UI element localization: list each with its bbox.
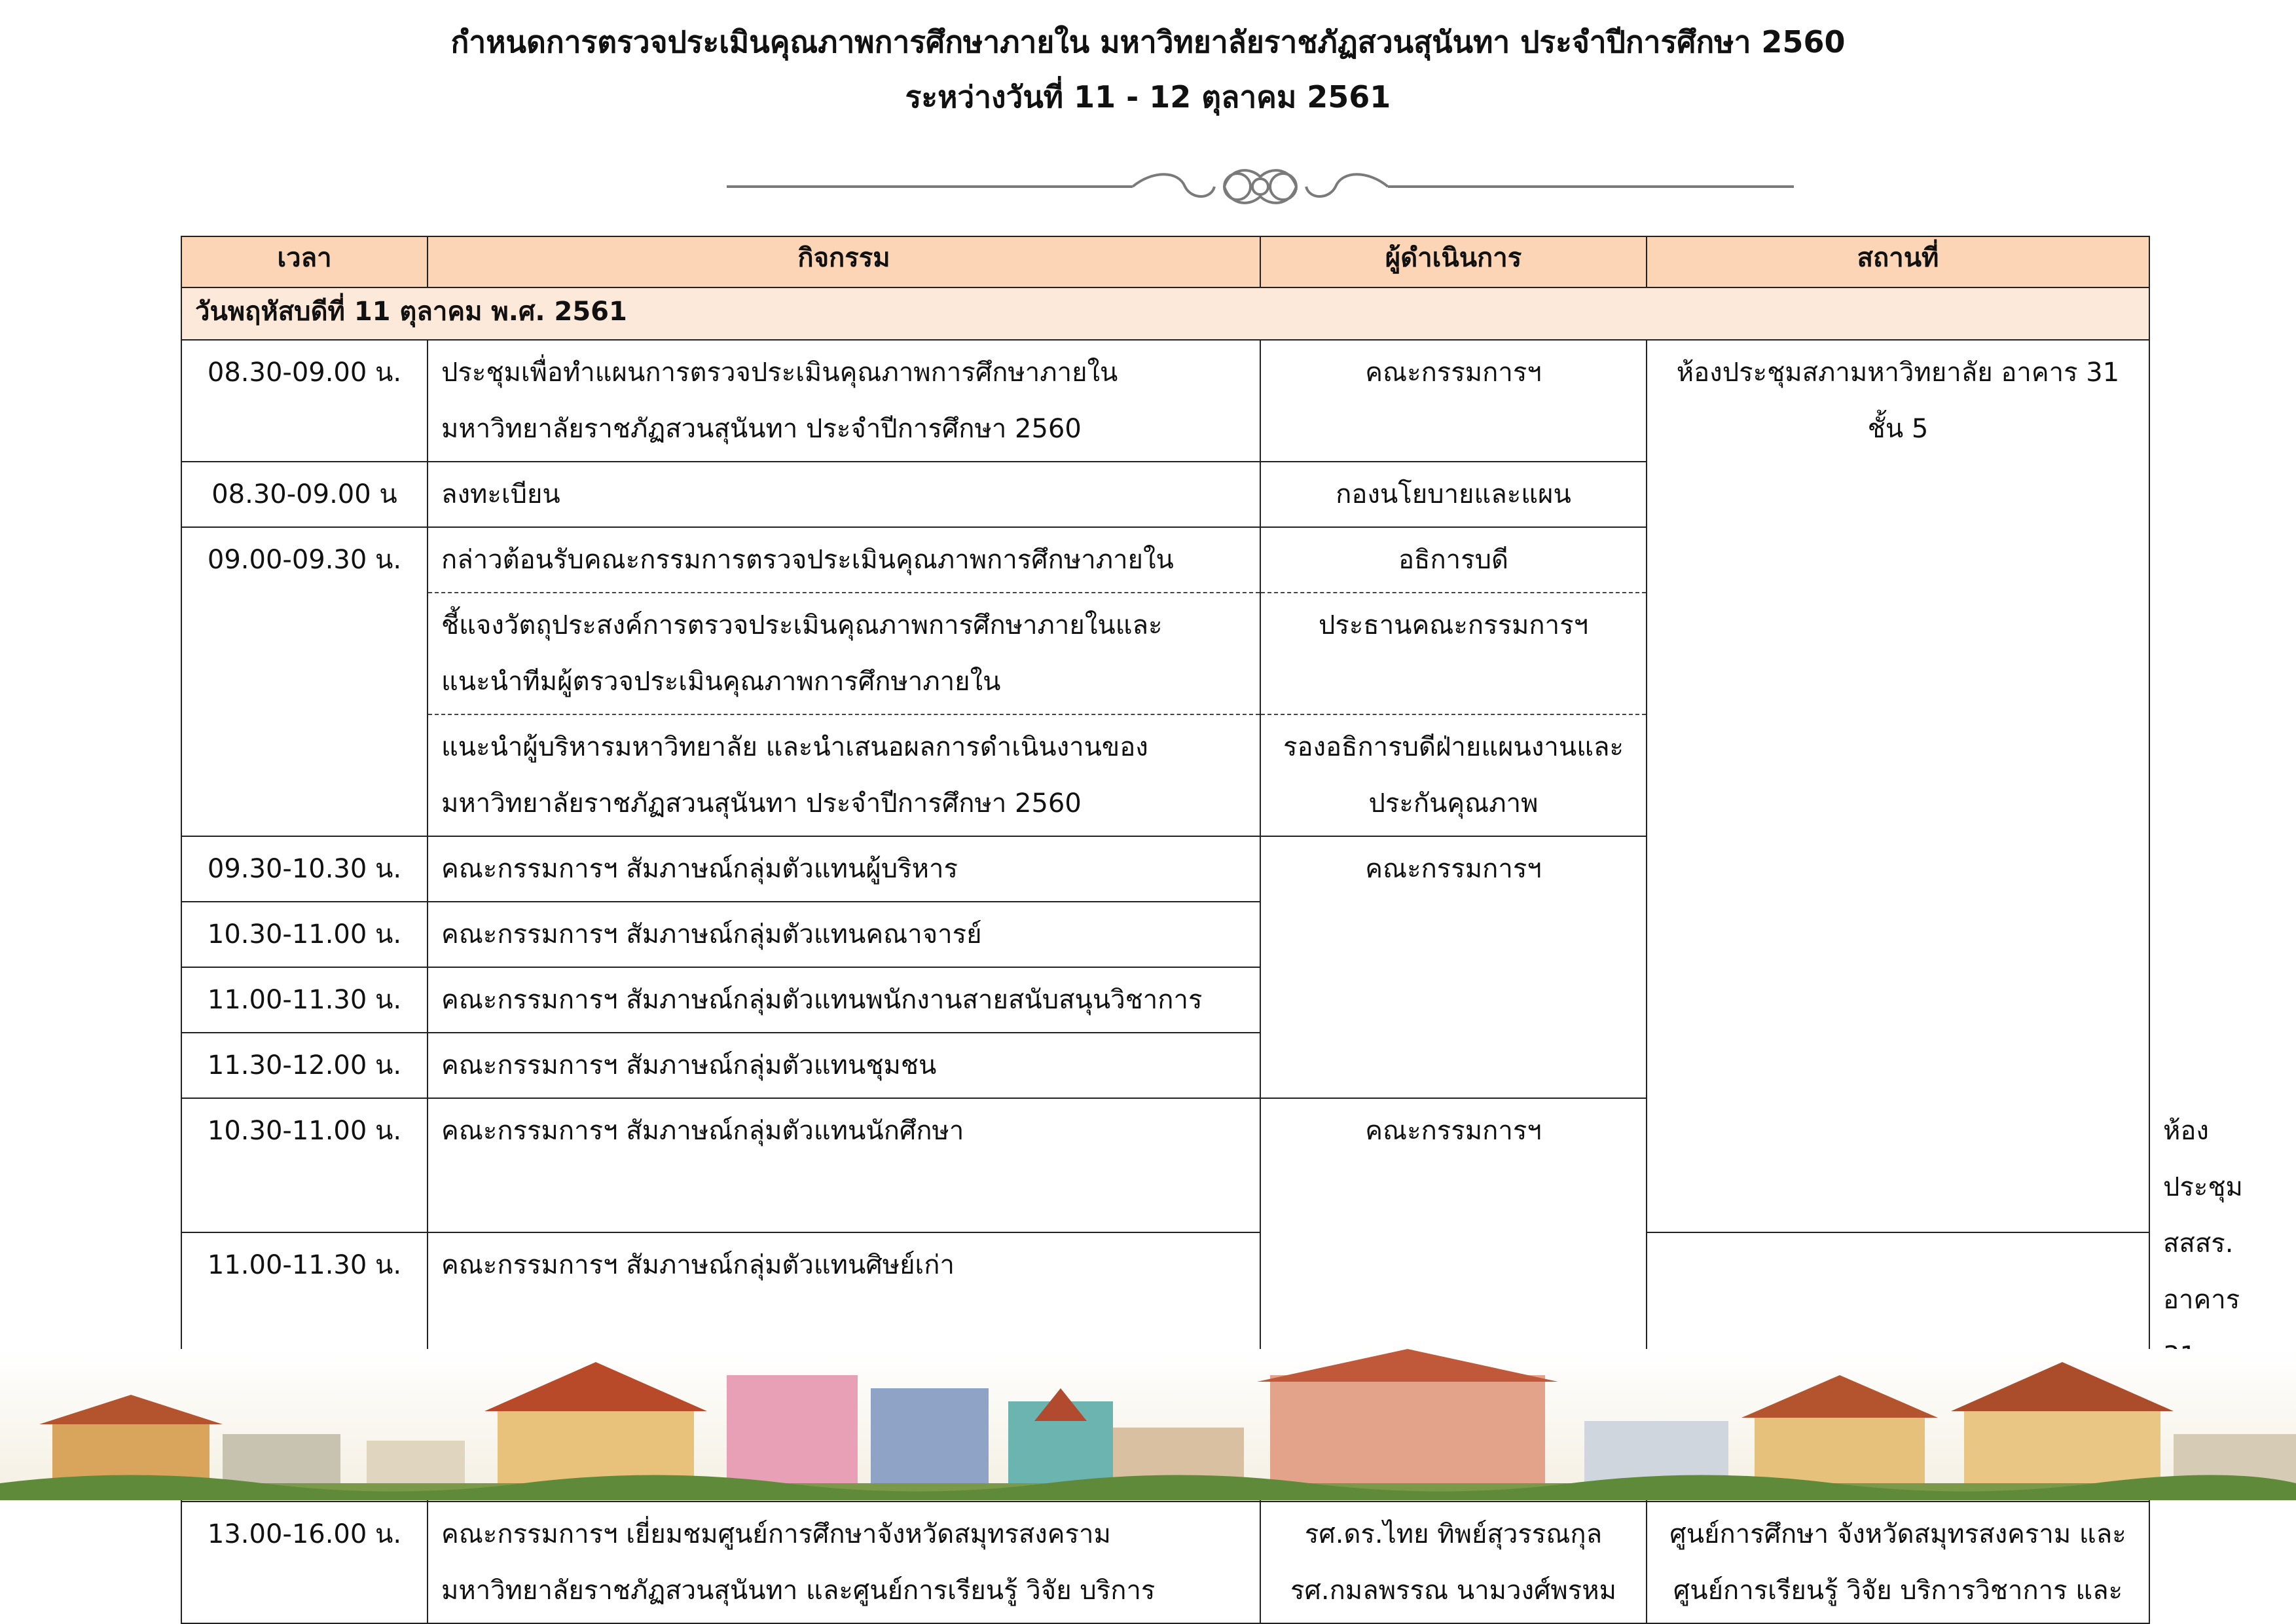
time-cell: 09.00-09.30 น. [181,527,428,836]
organizer-cell: คณะกรรมการฯ [1260,340,1647,462]
organizer-cell: รองอธิการบดีฝ่ายแผนงานและประกันคุณภาพ [1260,714,1647,836]
table-row: 10.30-11.00 น. คณะกรรมการฯ สัมภาษณ์กลุ่มตัวแทนนักศึกษา คณะกรรมการฯ ห้องประชุม สสสร. อาคาร [181,1098,2149,1232]
column-header-place: สถานที่ [1647,236,2149,287]
organizer-cell: รศ.ดร.ไทย ทิพย์สุวรรณกุล รศ.กมลพรรณ นามวงศ์พรหม [1260,1502,1647,1623]
activity-cell: กล่าวต้อนรับคณะกรรมการตรวจประเมินคุณภาพการศึกษาภายใน [428,527,1260,593]
activity-cell: ลงทะเบียน [428,462,1260,527]
activity-cell: คณะกรรมการฯ สัมภาษณ์กลุ่มตัวแทนผู้บริหาร [428,836,1260,902]
organizer-cell: คณะกรรมการฯ [1260,1098,1647,1502]
activity-cell: ชี้แจงวัตถุประสงค์การตรวจประเมินคุณภาพการศึกษาภายในและ แนะนำทีมผู้ตรวจประเมินคุณภาพการศึกษาภายใน [428,593,1260,714]
time-cell: 08.30-09.00 น. [181,340,428,462]
column-header-activity: กิจกรรม [428,236,1260,287]
time-cell: 11.00-11.30 น. [181,1232,428,1367]
activity-cell: คณะกรรมการฯ สัมภาษณ์กลุ่มตัวแทนพนักงานสายสนับสนุนวิชาการ [428,967,1260,1033]
place-cell: ห้องประชุมสภามหาวิทยาลัย อาคาร 31 ชั้น 5 [1647,340,2149,1232]
time-cell: 11.30-12.00 น. [181,1033,428,1098]
activity-cell: คณะกรรมการฯ สัมภาษณ์กลุ่มตัวแทนชุมชน [428,1033,1260,1098]
table-row [181,1232,2149,1367]
activity-cell: ประชุมเพื่อทำแผนการตรวจประเมินคุณภาพการศึกษาภายใน มหาวิทยาลัยราชภัฏสวนสุนันทา ประจำปีการศึกษา 2560 [428,340,1260,462]
table-header-row [181,236,2149,287]
document-subtitle: ระหว่างวันที่ 11 - 12 ตุลาคม 2561 [905,79,1391,115]
document-title: กำหนดการตรวจประเมินคุณภาพการศึกษาภายใน มหาวิทยาลัยราชภัฏสวนสุนันทา ประจำปีการศึกษา 2560 [450,24,1846,60]
activity-cell: คณะกรรมการฯ เยี่ยมชมศูนย์การศึกษาจังหวัดสมุทรสงคราม มหาวิทยาลัยราชภัฏสวนสุนันทา และศูนย์การเรียนรู้ วิจัย บริการ [428,1502,1260,1623]
place-cell: ศูนย์การศึกษา จังหวัดสมุทรสงคราม และ ศูนย์การเรียนรู้ วิจัย บริการวิชาการ และ [1647,1502,2149,1623]
time-cell: 11.00-11.30 น. [181,967,428,1033]
time-cell: 10.30-11.00 น. [181,902,428,967]
time-cell: 13.00-16.00 น. [181,1502,428,1623]
activity-cell: คณะกรรมการฯ สัมภาษณ์กลุ่มตัวแทนศิษย์เก่า [428,1232,1260,1367]
column-header-organizer: ผู้ดำเนินการ [1260,236,1647,287]
time-cell: 09.30-10.30 น. [181,836,428,902]
organizer-cell: ประธานคณะกรรมการฯ [1260,593,1647,714]
organizer-cell: อธิการบดี [1260,527,1647,593]
organizer-cell: คณะกรรมการฯ [1260,836,1647,1098]
time-cell: 10.30-11.00 น. [181,1098,428,1232]
ornament-divider-icon [727,164,1794,210]
activity-cell: แนะนำผู้บริหารมหาวิทยาลัย และนำเสนอผลการดำเนินงานของ มหาวิทยาลัยราชภัฏสวนสุนันทา ประจำปีการศึกษา 2560 [428,714,1260,836]
time-cell: 08.30-09.00 น [181,462,428,527]
column-header-time: เวลา [181,236,428,287]
campus-buildings-image [0,1349,2296,1500]
activity-cell: คณะกรรมการฯ สัมภาษณ์กลุ่มตัวแทนคณาจารย์ [428,902,1260,967]
day-label: วันพฤหัสบดีที่ 11 ตุลาคม พ.ศ. 2561 [181,287,2149,340]
table-row [181,1502,2149,1623]
organizer-cell: กองนโยบายและแผน [1260,462,1647,527]
day-row [181,287,2149,340]
activity-cell: คณะกรรมการฯ สัมภาษณ์กลุ่มตัวแทนนักศึกษา [428,1098,1260,1232]
table-row [181,340,2149,462]
